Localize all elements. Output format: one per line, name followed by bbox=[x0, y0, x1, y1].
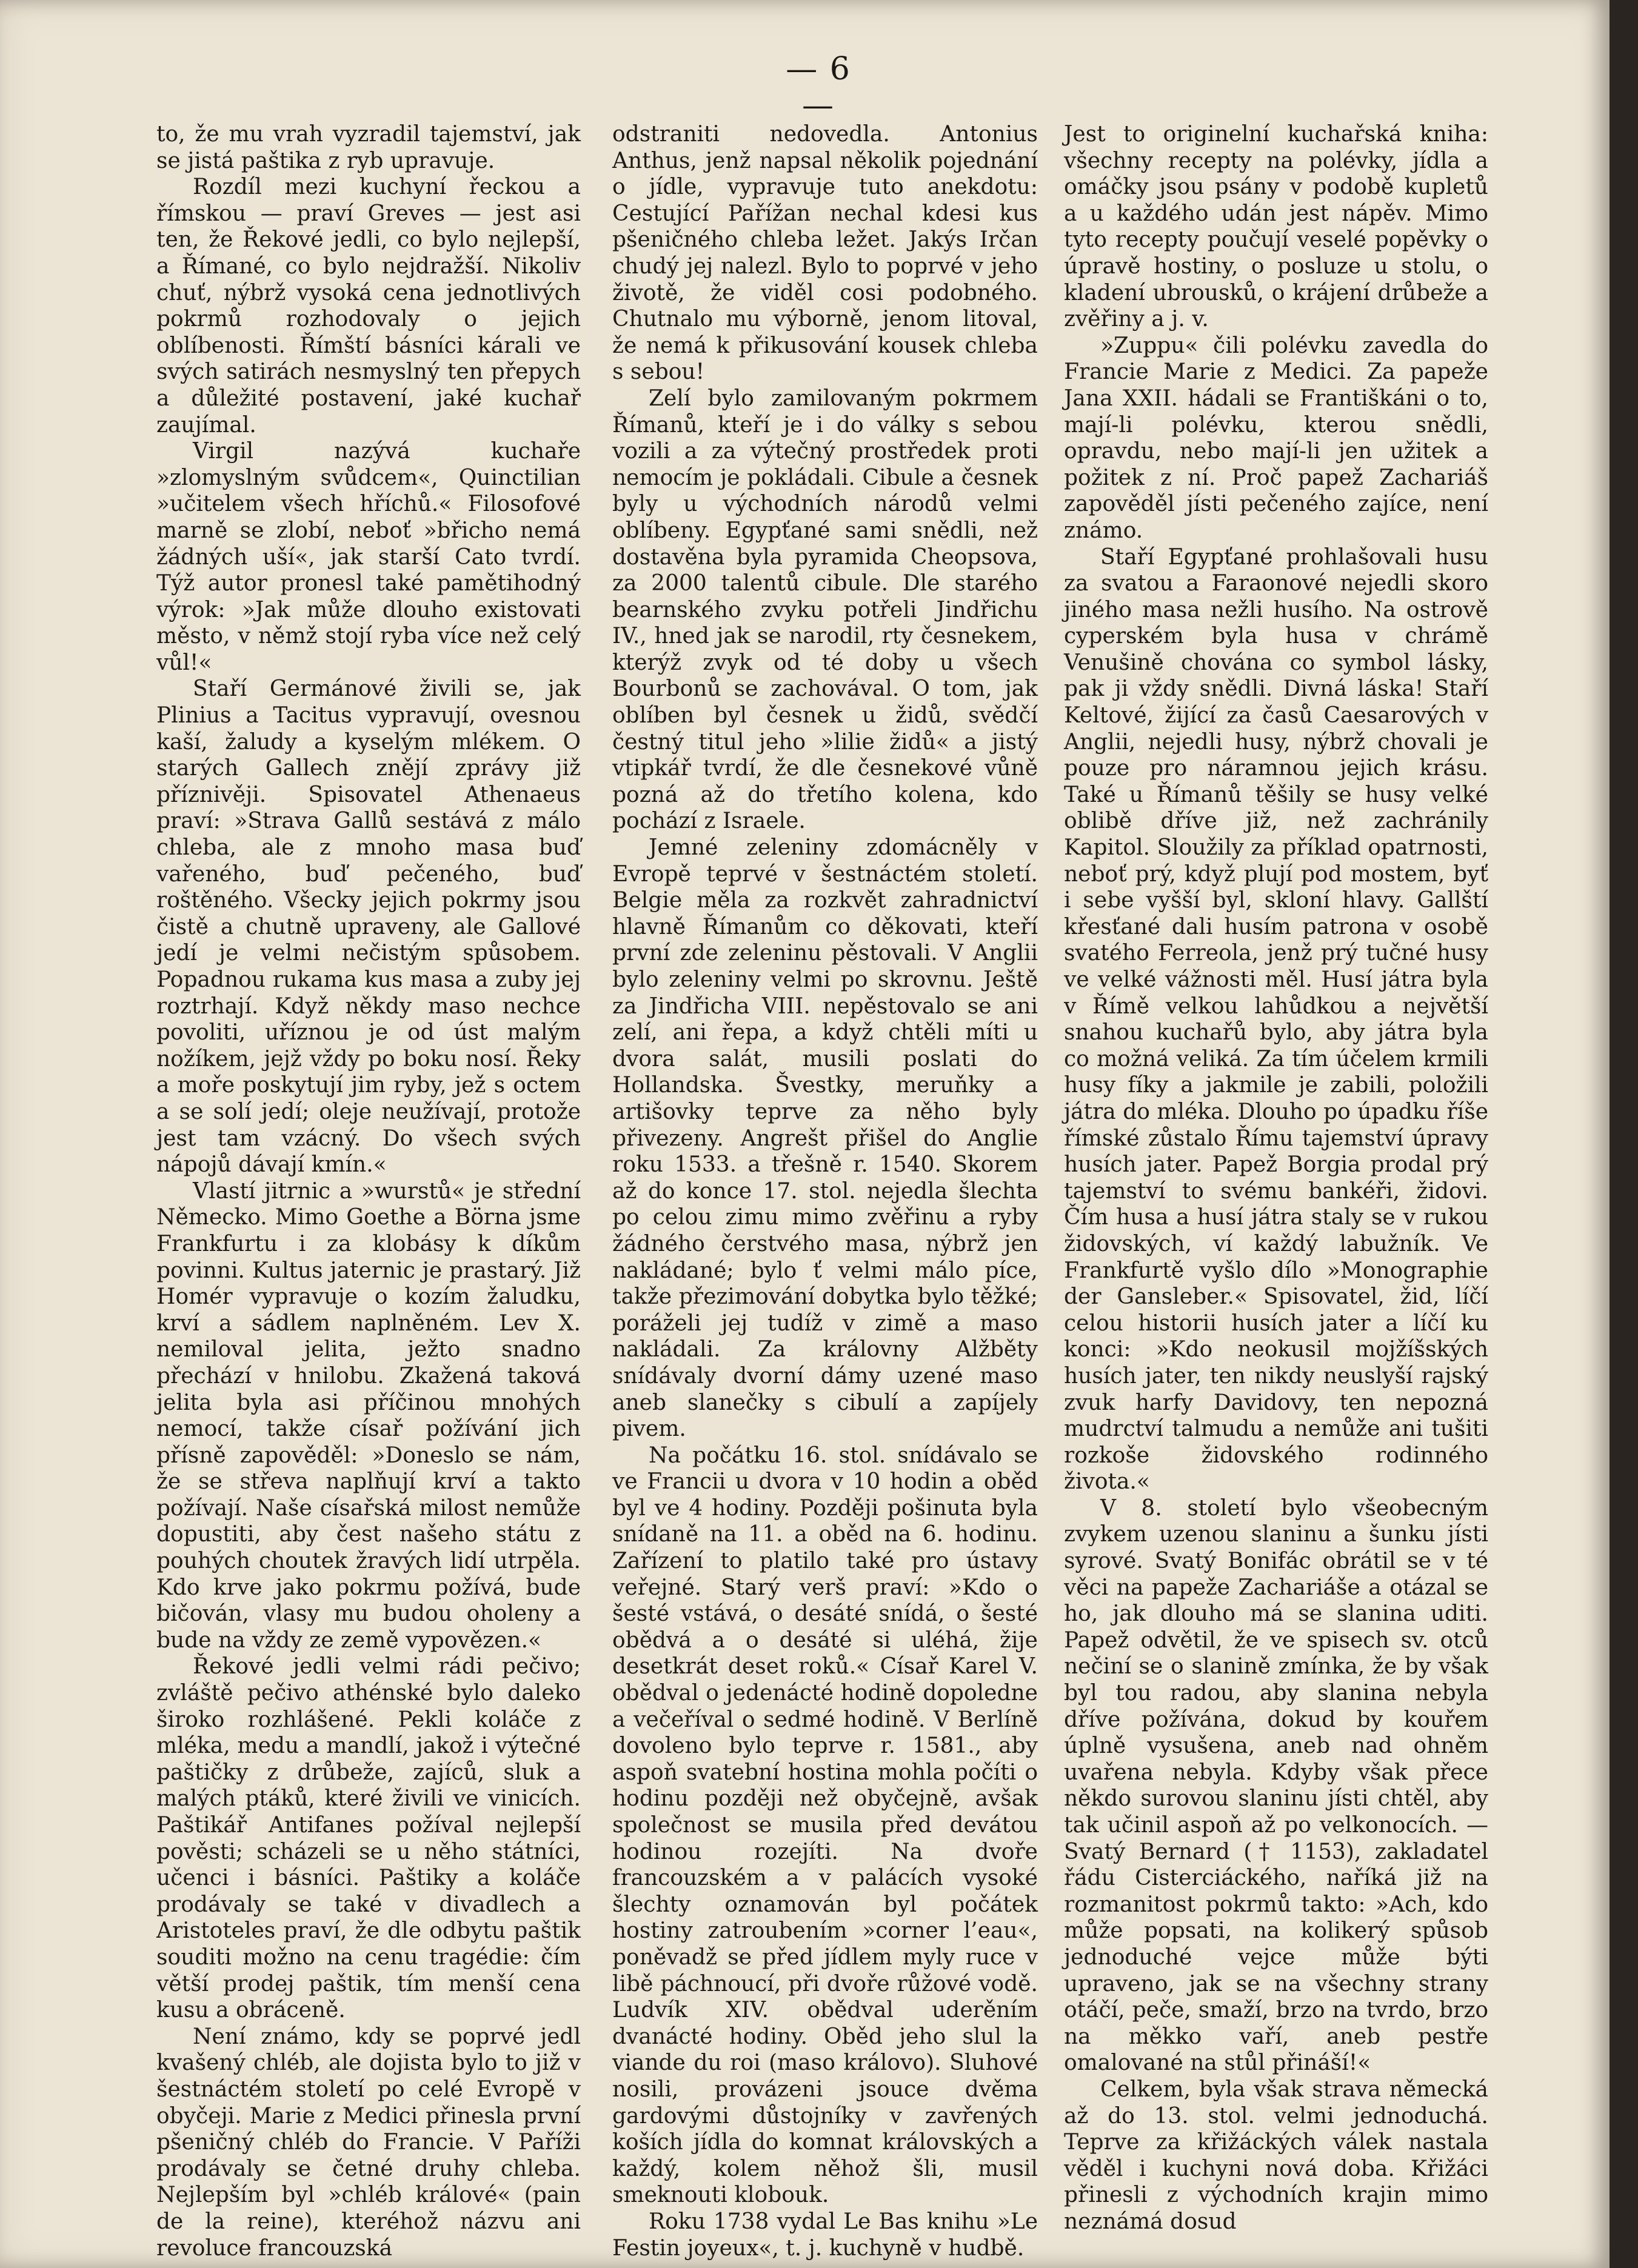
paragraph: odstraniti nedovedla. Antonius Anthus, jenž napsal několik pojednání o jídle, vypravuje tuto anekdotu: Cestující Pařížan nechal kdesi kus pšeničného chleba ležet. Jakýs Irčan chudý jej nalezl. Bylo to poprvé v jeho životě, že viděl cosi podobného. Chutnalo mu výborně, jenom litoval, že nemá k přikusování kousek chleba s sebou! bbox=[612, 122, 1038, 385]
paragraph: »Zuppu« čili polévku zavedla do Francie Marie z Medici. Za papeže Jana XXII. hádali se Františkáni o to, mají-li polévku, kterou snědli, opravdu, nebo mají-li jen užitek a požitek z ní. Proč papež Zachariáš zapověděl jísti pečeného zajíce, není známo. bbox=[1064, 333, 1488, 543]
paragraph: Virgil nazývá kuchaře »zlomyslným svůdcem«, Quinctilian »učitelem všech hříchů.« Filosofové marně se zlobí, neboť »břicho nemá žádných uší«, jak starší Cato tvrdí. Týž autor pronesl také pamětihodný výrok: »Jak může dlouho existovati město, v němž stojí ryba více než celý vůl!« bbox=[156, 439, 581, 675]
paragraph: V 8. století bylo všeobecným zvykem uzenou slaninu a šunku jísti syrové. Svatý Bonifác obrátil se v té věci na papeže Zachariáše a otázal se ho, jak dlouho má se slanina uditi. Papež odvětil, že ve spisech sv. otců nečiní se o slanině zmínka, že by však byl tou radou, aby slanina nebyla dříve požívána, dokud by kouřem úplně vysušena, aneb nad ohněm uvařena nebyla. Kdyby však přece někdo surovou slaninu jísti chtěl, aby tak učinil aspoň až po velkonocích. — Svatý Bernard († 1153), zakladatel řádu Cisterciáckého, naříká již na rozmanitost pokrmů takto: »Ach, kdo může popsati, na kolikerý spůsob jednoduché vejce může býti upraveno, jak se na všechny strany otáčí, peče, smaží, brzo na tvrdo, brzo na měkko vaří, aneb pestře omalované na stůl přináší!« bbox=[1064, 1495, 1488, 2076]
paragraph: Zelí bylo zamilovaným pokrmem Římanů, kteří je i do války s sebou vozili a za výtečný prostředek proti nemocím je pokládali. Cibule a česnek byly u východních národů velmi oblíbeny. Egypťané sami snědli, než dostavěna byla pyramida Cheopsova, za 2000 talentů cibule. Dle starého bearnského zvyku potřeli Jindřichu IV., hned jak se narodil, rty česnekem, kterýž zvyk od té doby u všech Bourbonů se zachovával. O tom, jak oblíben byl česnek u židů, svědčí čestný titul jeho »lilie židů« a jistý vtipkář tvrdí, že dle česnekové vůně pozná až do třetího kolena, kdo pochází z Israele. bbox=[612, 385, 1038, 834]
paragraph: Rozdíl mezi kuchyní řeckou a římskou — praví Greves — jest asi ten, že Řekové jedli, co bylo nejlepší, a Římané, co bylo nejdražší. Nikoliv chuť, nýbrž vysoká cena jednotlivých pokrmů rozhodovaly o jejich oblíbenosti. Římští básníci kárali ve svých satirách nesmyslný ten přepych a důležité postavení, jaké kuchař zaujímal. bbox=[156, 175, 581, 438]
text-column-1 bbox=[156, 121, 581, 2261]
paragraph: Vlastí jitrnic a »wurstů« je střední Německo. Mimo Goethe a Börna jsme Frankfurtu i za klobásy k díkům povinni. Kultus jaternic je prastarý. Již Homér vypravuje o kozím žaludku, krví a sádlem naplněném. Lev X. nemiloval jelita, ježto snadno přechází v hnilobu. Zkažená taková jelita byla asi příčinou mnohých nemocí, takže císař požívání jich přísně zapověděl: »Doneslo se nám, že se střeva naplňují krví a takto požívají. Naše císařská milost nemůže dopustiti, aby čest našeho státu z pouhých choutek žravých lidí utrpěla. Kdo krve jako pokrmu požívá, bude bičován, vlasy mu budou oholeny a bude na vždy ze země vypovězen.« bbox=[156, 1178, 581, 1653]
paragraph: Staří Egypťané prohlašovali husu za svatou a Faraonové nejedli skoro jiného masa nežli husího. Na ostrově cyperském byla husa v chrámě Venušině chována co symbol lásky, pak ji vždy snědli. Divná láska! Staří Keltové, žijící za časů Caesarových v Anglii, nejedli husy, nýbrž chovali je pouze pro náramnou jejich krásu. Také u Římanů těšily se husy velké oblibě dříve již, než zachránily Kapitol. Sloužily za příklad opatrnosti, neboť prý, když plují pod mostem, byť i sebe vyšší byl, skloní hlavy. Gallští křesťané dali husím patrona v osobě svatého Ferreola, jenž prý tučné husy ve velké vážnosti měl. Husí játra byla v Římě velkou lahůdkou a největší snahou kuchařů bylo, aby játra byla co možná veliká. Za tím účelem krmili husy fíky a jakmile je zabili, položili játra do mléka. Dlouho po úpadku říše římské zůstalo Římu tajemství úpravy husích jater. Papež Borgia prodal prý tajemství to svému bankéři, židovi. Čím husa a husí játra staly se v rukou židovských, ví každý labužník. Ve Frankfurtě vyšlo dílo »Monographie der Gansleber.« Spisovatel, žid, líčí celou historii husích jater a líčí ku konci: »Kdo neokusil mojžíšských husích jater, ten nikdy neuslyší rajský zvuk harfy Davidovy, ten nepozná mudrctví talmudu a nemůže ani tušiti rozkoše židovského rodinného života.« bbox=[1064, 544, 1488, 1495]
paragraph: Jest to originelní kuchařská kniha: všechny recepty na polévky, jídla a omáčky jsou psány v podobě kupletů a u každého udán jest nápěv. Mimo tyto recepty poučují veselé popěvky o úpravě hostiny, o posluze u stolu, o kladení ubrousků, o krájení drůbeže a zvěřiny a j. v. bbox=[1064, 122, 1488, 332]
paragraph: Řekové jedli velmi rádi pečivo; zvláště pečivo athénské bylo daleko široko rozhlášené. Pekli koláče z mléka, medu a mandlí, jakož i výtečné paštičky z drůbeže, zajíců, sluk a malých ptáků, které živili ve vinicích. Paštikář Antifanes požíval nejlepší pověsti; scházeli se u něho státníci, učenci i básníci. Paštiky a koláče prodávaly se také v divadlech a Aristoteles praví, že dle odbytu paštik souditi možno na cenu tragédie: čím větší prodej paštik, tím menší cena kusu a obráceně. bbox=[156, 1654, 581, 2023]
paragraph: Celkem, byla však strava německá až do 13. stol. velmi jednoduchá. Teprve za křižáckých válek nastala věděl i kuchyni nová doba. Křižáci přinesli z východních krajin mimo neznámá dosud bbox=[1064, 2076, 1488, 2234]
paragraph: to, že mu vrah vyzradil tajemství, jak se jistá paštika z ryb upravuje. bbox=[156, 122, 581, 173]
paragraph: Na počátku 16. stol. snídávalo se ve Francii u dvora v 10 hodin a oběd byl ve 4 hodiny. Později pošinuta byla snídaně na 11. a oběd na 6. hodinu. Zařízení to platilo také pro ústavy veřejné. Starý verš praví: »Kdo o šesté vstává, o desáté snídá, o šesté obědvá a o desáté si uléhá, žije desetkrát deset roků.« Císař Karel V. obědval o jedenácté hodině dopoledne a večeříval o sedmé hodině. V Berlíně dovoleno bylo teprve r. 1581., aby aspoň svatební hostina mohla počíti o hodinu později než obyčejně, avšak společnost se musila před devátou hodinou rozejíti. Na dvoře francouzském a v palácích vysoké šlechty oznamován byl počátek hostiny zatroubením »corner l’eau«, poněvadž se před jídlem myly ruce v libě páchnoucí, při dvoře růžové vodě. Ludvík XIV. obědval uderěním dvanácté hodiny. Oběd jeho slul la viande du roi (maso královo). Sluhové nosili, provázeni jsouce dvěma gardovými důstojníky v zavřených koších jídla do komnat královských a každý, kolem něhož šli, musil smeknouti klobouk. bbox=[612, 1443, 1038, 2208]
paragraph: Staří Germánové živili se, jak Plinius a Tacitus vypravují, ovesnou kaší, žaludy a kyselým mlékem. O starých Gallech znějí zprávy již příznivěji. Spisovatel Athenaeus praví: »Strava Gallů sestává z málo chleba, ale z mnoho masa buď vařeného, buď pečeného, buď roštěného. Všecky jejich pokrmy jsou čistě a chutně upraveny, ale Gallové jedí je velmi nečistým spůsobem. Popadnou rukama kus masa a zuby jej roztrhají. Když někdy maso nechce povoliti, uříznou je od úst malým nožíkem, jejž vždy po boku nosí. Řeky a moře poskytují jim ryby, jež s octem a se solí jedí; oleje neužívají, protože jest tam vzácný. Do všech svých nápojů dávají kmín.« bbox=[156, 676, 581, 1178]
text-column-2 bbox=[612, 121, 1038, 2261]
text-column-3 bbox=[1064, 121, 1488, 2235]
paragraph: Roku 1738 vydal Le Bas knihu »Le Festin joyeux«, t. j. kuchyně v hudbě. bbox=[612, 2209, 1038, 2261]
paragraph: Není známo, kdy se poprvé jedl kvašený chléb, ale dojista bylo to již v šestnáctém století po celé Evropě v obyčeji. Marie z Medici přinesla první pšeničný chléb do Francie. V Paříži prodávaly se četné druhy chleba. Nejlepším byl »chléb králové« (pain de la reine), kteréhož názvu ani revoluce francouzská bbox=[156, 2024, 581, 2261]
paragraph: Jemné zeleniny zdomácněly v Evropě teprvé v šestnáctém století. Belgie měla za rozkvět zahradnictví hlavně Římanům co děkovati, kteří první zde zeleninu pěstovali. V Anglii bylo zeleniny velmi po skrovnu. Ještě za Jindřicha VIII. nepěstovalo se ani zelí, ani řepa, a když chtěli míti u dvora salát, musili poslati do Hollandska. Švestky, meruňky a artišovky teprve za něho byly přivezeny. Angrešt přišel do Anglie roku 1533. a třešně r. 1540. Skorem až do konce 17. stol. nejedla šlechta po celou zimu mimo zvěřinu a ryby žádného čerstvého masa, nýbrž jen nakládané; bylo ť velmi málo píce, takže přezimování dobytka bylo těžké; poráželi jej tudíž v zimě a maso nakládali. Za královny Alžběty snídávaly dvorní dámy uzené maso aneb slanečky s cibulí a zapíjely pivem. bbox=[612, 835, 1038, 1442]
page-number: — 6 — bbox=[786, 51, 851, 124]
